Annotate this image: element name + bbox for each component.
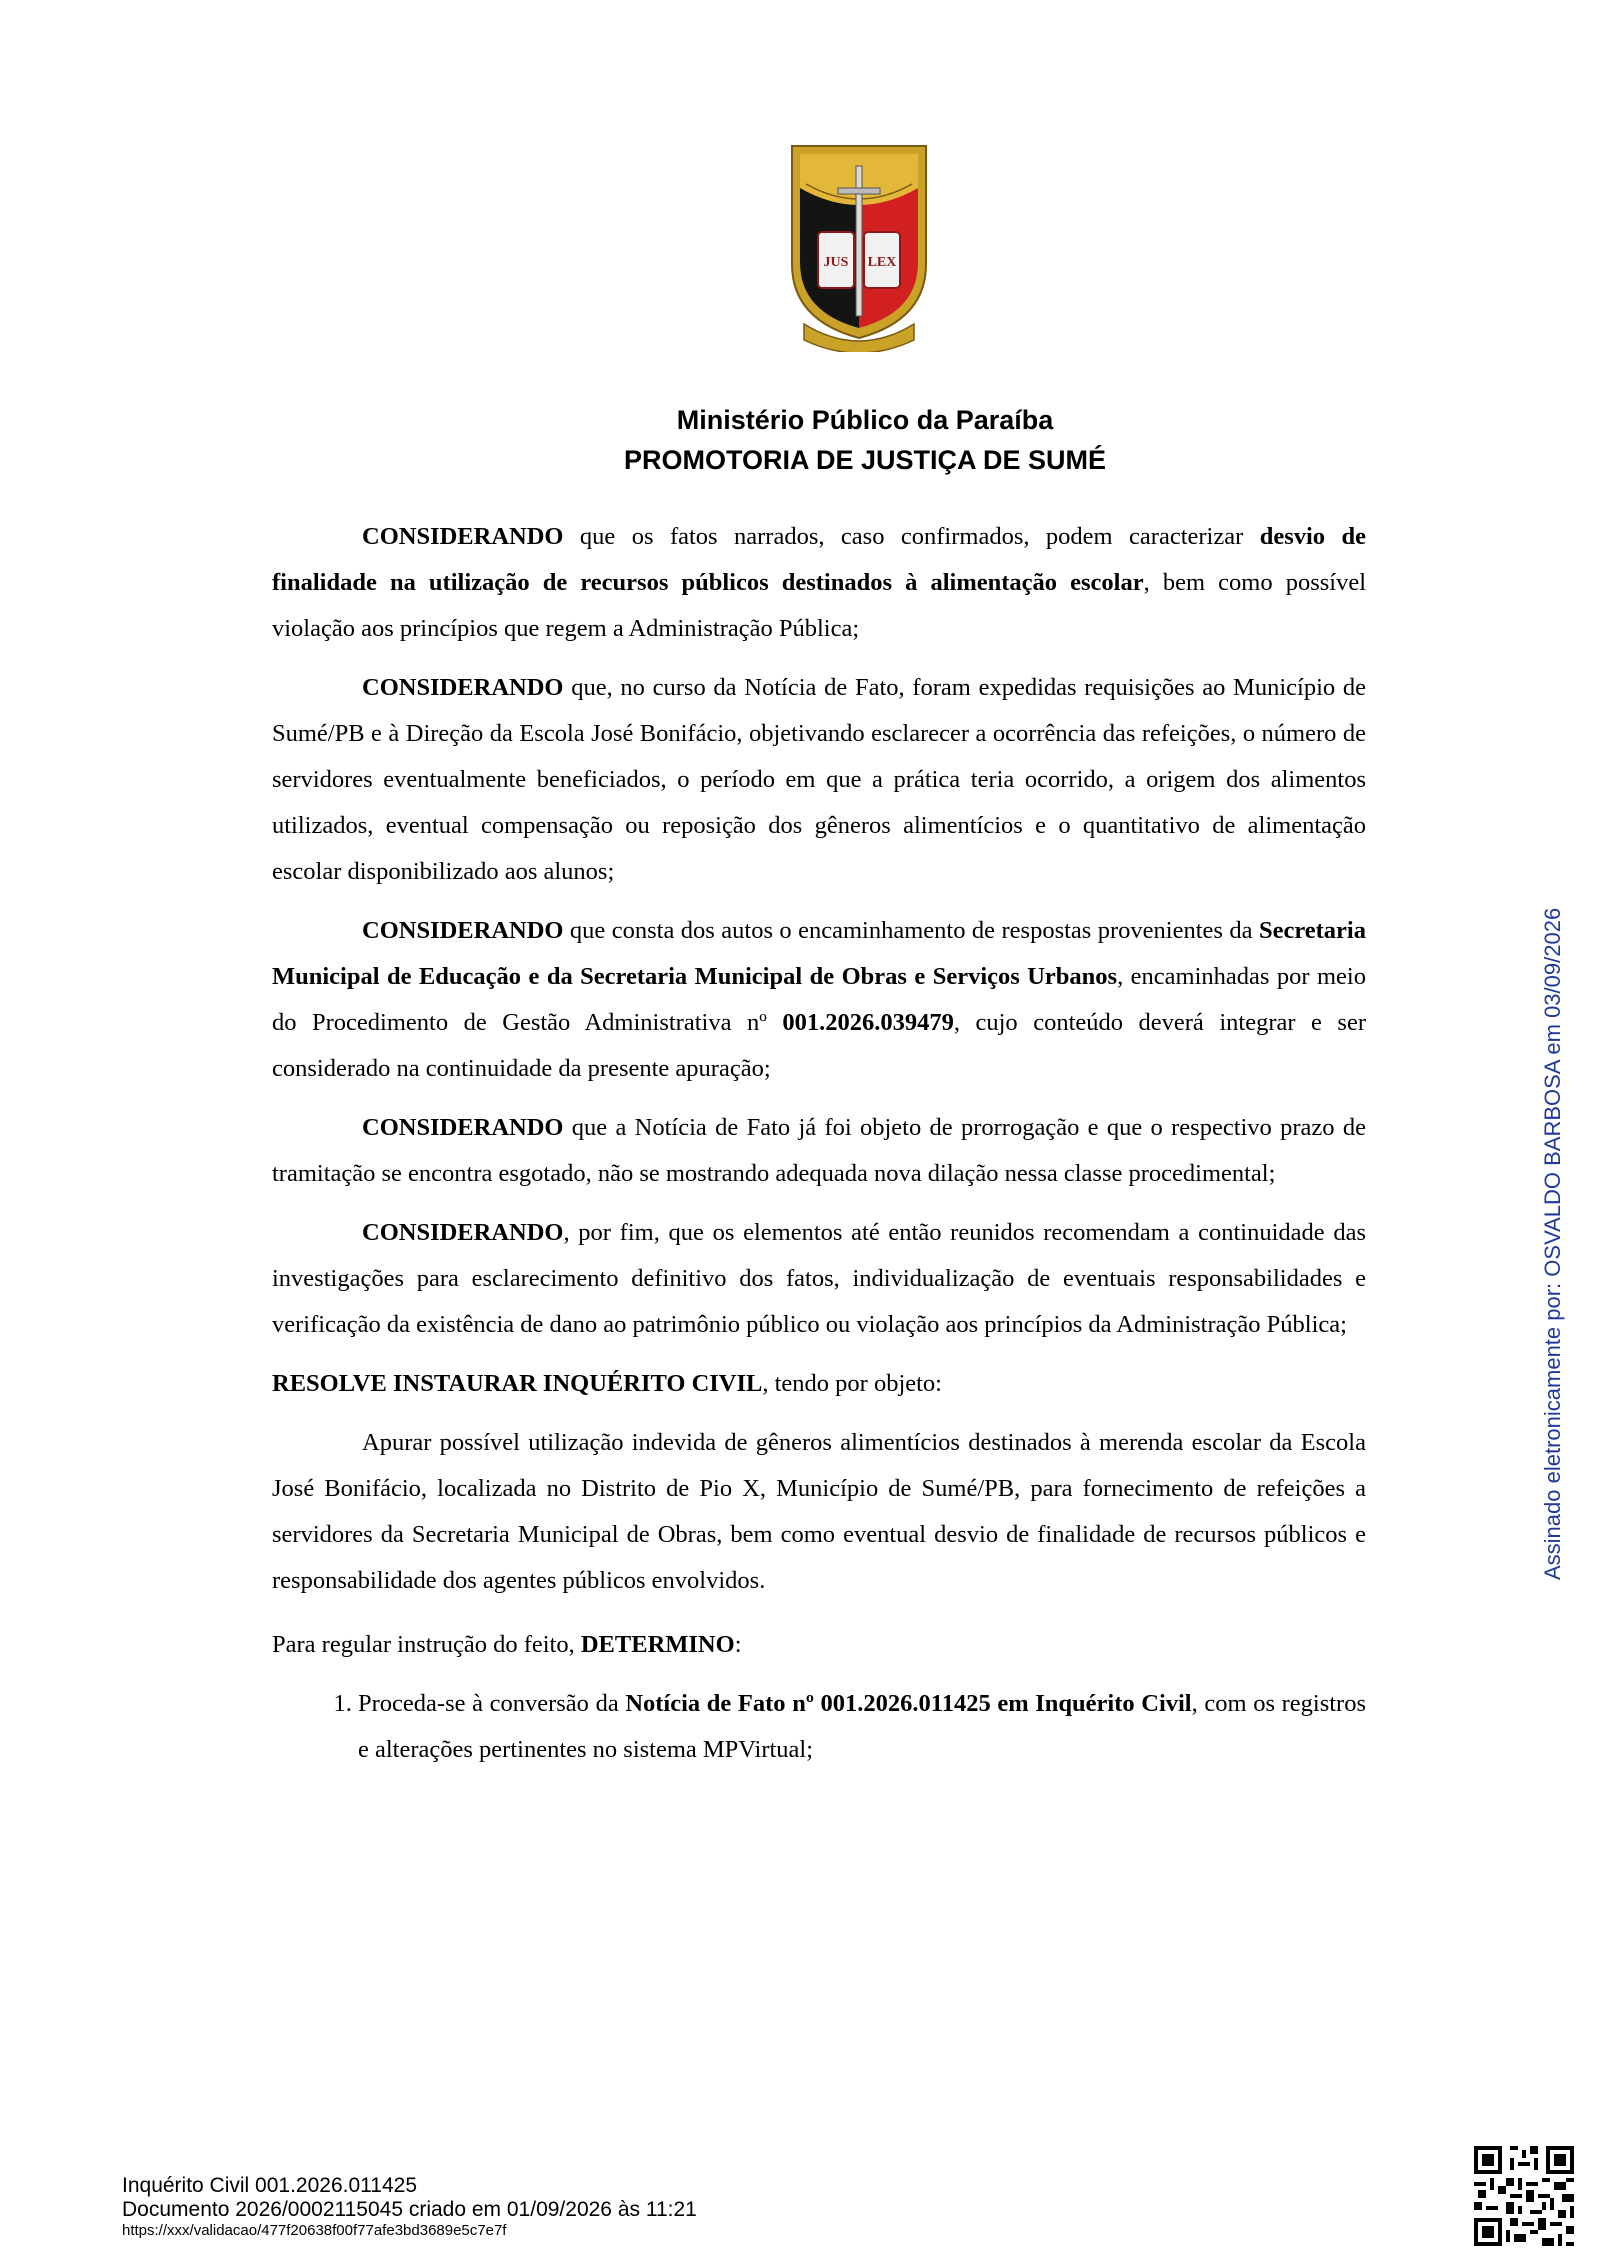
document-footer xyxy=(122,2174,697,2240)
document-header xyxy=(0,400,1600,480)
lead-text: CONSIDERANDO xyxy=(362,917,564,944)
paragraph-considerando-1 xyxy=(272,514,1366,652)
qr-code xyxy=(1474,2146,1574,2246)
coat-of-arms-emblem xyxy=(786,144,932,352)
body-text: que, no curso da Notícia de Fato, foram expedidas requisições ao Município de Sumé/PB e à Direção da Escola José Bonifácio, objetivando esclarecer a ocorrência das refeições, o número de servidores eventualmente beneficiados, o período em que a prática teria ocorrido, a origem dos alimentos utilizados, eventual compensação ou reposição dos gêneros alimentícios e o quantitativo de alimentação escolar disponibilizado aos alunos; xyxy=(272,674,1366,885)
paragraph-objeto xyxy=(272,1420,1366,1604)
body-text: : xyxy=(734,1631,742,1658)
paragraph-considerando-3 xyxy=(272,908,1366,1092)
svg-text:JUS: JUS xyxy=(823,255,849,270)
lead-text: CONSIDERANDO xyxy=(362,1114,564,1141)
body-text: Proceda-se à conversão da xyxy=(358,1690,626,1717)
body-text: que consta dos autos o encaminhamento de respostas provenientes da xyxy=(563,917,1259,944)
paragraph-resolve xyxy=(272,1361,1366,1407)
body-text: que a Notícia de Fato já foi objeto de prorrogação e que o respectivo prazo de tramitação se encontra esgotado, não se mostrando adequada nova dilação nessa classe procedimental; xyxy=(272,1114,1366,1187)
paragraph-considerando-5 xyxy=(272,1210,1366,1348)
bold-text: 001.2026.039479 xyxy=(782,1009,954,1036)
organization-name: Ministério Público da Paraíba xyxy=(676,405,1054,435)
paragraph-considerando-2 xyxy=(272,665,1366,895)
footer-case-number: Inquérito Civil 001.2026.011425 xyxy=(122,2174,417,2197)
bold-text: DETERMINO xyxy=(580,1631,735,1658)
body-text: , bem como possível violação aos princípios que regem a Administração Pública; xyxy=(272,569,1367,642)
footer-validation-link[interactable]: https://xxx/validacao/477f20638f00f77afe3bd3689e5c7e7f xyxy=(122,2222,507,2239)
electronic-signature-stamp: Assinado eletronicamente por: OSVALDO BARBOSA em 03/09/2026 xyxy=(1540,907,1565,1580)
bold-text: desvio de finalidade na utilização de recursos públicos destinados à alimentação escolar xyxy=(272,523,1367,596)
footer-document-id: Documento 2026/0002115045 criado em 01/09/2026 às 11:21 xyxy=(122,2198,697,2221)
paragraph-considerando-4 xyxy=(272,1105,1366,1197)
lead-text: CONSIDERANDO xyxy=(362,1219,564,1246)
document-body xyxy=(272,514,1366,1773)
body-text: , cujo conteúdo deverá integrar e ser considerado na continuidade da presente apuração; xyxy=(272,1009,1366,1082)
svg-text:LEX: LEX xyxy=(867,255,897,270)
bold-text: Secretaria Municipal de Educação e da Secretaria Municipal de Obras e Serviços Urbanos xyxy=(272,917,1366,990)
determination-list xyxy=(272,1681,1366,1773)
body-text: Para regular instrução do feito, xyxy=(272,1631,581,1658)
body-text: que os fatos narrados, caso confirmados, podem caracterizar xyxy=(563,523,1260,550)
body-text: , encaminhadas por meio do Procedimento de Gestão Administrativa nº xyxy=(272,963,1366,1036)
unit-name: PROMOTORIA DE JUSTIÇA DE SUMÉ xyxy=(623,445,1107,475)
body-text: , por fim, que os elementos até então reunidos recomendam a continuidade das investigações para esclarecimento definitivo dos fatos, individualização de eventuais responsabilidades e verificação da existência de dano ao patrimônio público ou violação aos princípios da Administração Pública; xyxy=(272,1219,1366,1338)
body-text: , tendo por objeto: xyxy=(762,1370,942,1397)
lead-text: CONSIDERANDO xyxy=(362,523,564,550)
body-text: , com os registros e alterações pertinentes no sistema MPVirtual; xyxy=(358,1690,1366,1763)
list-item xyxy=(358,1681,1366,1773)
bold-text: Notícia de Fato nº 001.2026.011425 em Inquérito Civil xyxy=(625,1690,1192,1717)
body-text: Apurar possível utilização indevida de gêneros alimentícios destinados à merenda escolar da Escola José Bonifácio, localizada no Distrito de Pio X, Município de Sumé/PB, para fornecimento de refeições a servidores da Secretaria Municipal de Obras, bem como eventual desvio de finalidade de recursos públicos e responsabilidade dos agentes públicos envolvidos. xyxy=(272,1429,1366,1594)
paragraph-determino xyxy=(272,1622,1366,1668)
lead-text: CONSIDERANDO xyxy=(362,674,564,701)
lead-text: RESOLVE INSTAURAR INQUÉRITO CIVIL xyxy=(272,1370,763,1397)
